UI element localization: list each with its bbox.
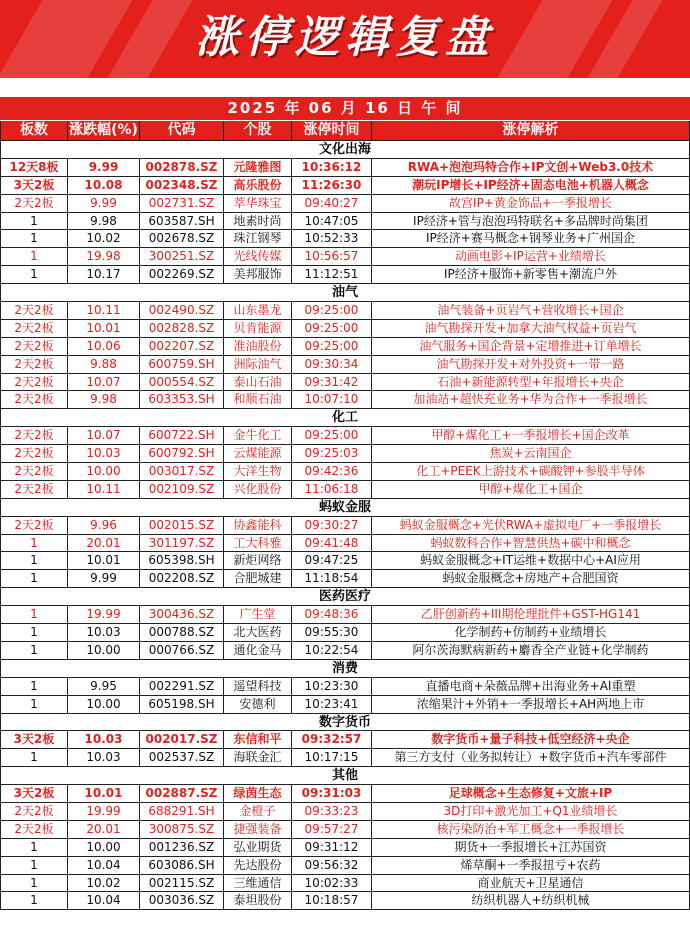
cell-board: 1 bbox=[0, 552, 68, 569]
cell-change: 20.01 bbox=[68, 535, 140, 552]
cell-code: 003017.SZ bbox=[140, 463, 224, 480]
cell-board: 1 bbox=[0, 535, 68, 552]
cell-change: 9.88 bbox=[68, 356, 140, 373]
cell-stock: 三维通信 bbox=[224, 875, 292, 892]
col-header-time: 涨停时间 bbox=[292, 121, 372, 140]
cell-board: 2天2板 bbox=[0, 517, 68, 534]
cell-reason: 纺织机器人+纺织机械 bbox=[372, 892, 690, 909]
cell-change: 10.06 bbox=[68, 338, 140, 355]
cell-board: 1 bbox=[0, 839, 68, 856]
cell-time: 10:56:57 bbox=[292, 248, 372, 265]
cell-change: 9.98 bbox=[68, 391, 140, 408]
cell-code: 603587.SH bbox=[140, 213, 224, 230]
table-row bbox=[0, 338, 690, 356]
table-row bbox=[0, 481, 690, 499]
cell-code: 600722.SH bbox=[140, 427, 224, 444]
cell-reason: 足球概念+生态修复+文旅+IP bbox=[372, 785, 690, 802]
table-row bbox=[0, 517, 690, 535]
cell-board: 2天2板 bbox=[0, 803, 68, 820]
table-row bbox=[0, 696, 690, 714]
cell-board: 2天2板 bbox=[0, 302, 68, 319]
cell-change: 10.03 bbox=[68, 749, 140, 766]
section-header: 其他 bbox=[0, 767, 690, 785]
cell-stock: 金牛化工 bbox=[224, 427, 292, 444]
table-row bbox=[0, 356, 690, 374]
cell-change: 10.02 bbox=[68, 875, 140, 892]
cell-board: 1 bbox=[0, 266, 68, 283]
cell-stock: 和顺石油 bbox=[224, 391, 292, 408]
cell-reason: 故宫IP+黄金饰品+一季报增长 bbox=[372, 195, 690, 212]
table-row bbox=[0, 552, 690, 570]
cell-reason: 动画电影+IP运营+业绩增长 bbox=[372, 248, 690, 265]
cell-time: 09:55:30 bbox=[292, 624, 372, 641]
cell-time: 11:26:30 bbox=[292, 177, 372, 194]
cell-code: 002115.SZ bbox=[140, 875, 224, 892]
table-row bbox=[0, 642, 690, 660]
cell-code: 002109.SZ bbox=[140, 481, 224, 498]
table-row bbox=[0, 248, 690, 266]
cell-change: 9.95 bbox=[68, 678, 140, 695]
cell-code: 002678.SZ bbox=[140, 230, 224, 247]
cell-time: 10:23:41 bbox=[292, 696, 372, 713]
table-row bbox=[0, 177, 690, 195]
cell-board: 3天2板 bbox=[0, 785, 68, 802]
table-row bbox=[0, 213, 690, 231]
cell-time: 10:02:33 bbox=[292, 875, 372, 892]
cell-reason: 化学制药+仿制药+业绩增长 bbox=[372, 624, 690, 641]
table-row bbox=[0, 731, 690, 749]
section-header: 消费 bbox=[0, 660, 690, 678]
cell-code: 002269.SZ bbox=[140, 266, 224, 283]
col-header-reason: 涨停解析 bbox=[372, 121, 690, 140]
cell-stock: 珠江钢琴 bbox=[224, 230, 292, 247]
cell-time: 09:42:36 bbox=[292, 463, 372, 480]
cell-code: 000554.SZ bbox=[140, 374, 224, 391]
section-header: 数字货币 bbox=[0, 714, 690, 732]
cell-reason: 阿尔茨海默病新药+麝香全产业链+化学制药 bbox=[372, 642, 690, 659]
cell-reason: 期货+一季报增长+江苏国资 bbox=[372, 839, 690, 856]
cell-code: 002015.SZ bbox=[140, 517, 224, 534]
cell-code: 002887.SZ bbox=[140, 785, 224, 802]
cell-stock: 高乐股份 bbox=[224, 177, 292, 194]
cell-reason: 油气勘探开发+对外投资+一带一路 bbox=[372, 356, 690, 373]
cell-code: 002537.SZ bbox=[140, 749, 224, 766]
cell-board: 3天2板 bbox=[0, 177, 68, 194]
cell-change: 10.01 bbox=[68, 552, 140, 569]
cell-time: 09:30:27 bbox=[292, 517, 372, 534]
cell-reason: RWA+泡泡玛特合作+IP文创+Web3.0技术 bbox=[372, 159, 690, 176]
cell-time: 10:47:05 bbox=[292, 213, 372, 230]
cell-change: 10.07 bbox=[68, 374, 140, 391]
cell-change: 10.03 bbox=[68, 624, 140, 641]
cell-stock: 弘业期货 bbox=[224, 839, 292, 856]
cell-board: 2天2板 bbox=[0, 320, 68, 337]
cell-change: 10.03 bbox=[68, 445, 140, 462]
cell-time: 09:25:00 bbox=[292, 338, 372, 355]
cell-code: 000788.SZ bbox=[140, 624, 224, 641]
cell-board: 1 bbox=[0, 642, 68, 659]
cell-board: 1 bbox=[0, 696, 68, 713]
cell-code: 002208.SZ bbox=[140, 570, 224, 587]
cell-code: 002828.SZ bbox=[140, 320, 224, 337]
cell-change: 10.11 bbox=[68, 302, 140, 319]
cell-time: 09:25:00 bbox=[292, 302, 372, 319]
cell-code: 688291.SH bbox=[140, 803, 224, 820]
cell-change: 9.99 bbox=[68, 159, 140, 176]
section-header: 医药医疗 bbox=[0, 588, 690, 606]
cell-board: 1 bbox=[0, 624, 68, 641]
page-title: 涨停逻辑复盘 bbox=[195, 12, 495, 63]
cell-board: 1 bbox=[0, 875, 68, 892]
cell-time: 10:22:54 bbox=[292, 642, 372, 659]
cell-reason: 油气勘探开发+加拿大油气权益+页岩气 bbox=[372, 320, 690, 337]
cell-stock: 北大医药 bbox=[224, 624, 292, 641]
cell-board: 1 bbox=[0, 678, 68, 695]
cell-reason: 焦炭+云南国企 bbox=[372, 445, 690, 462]
table-row bbox=[0, 374, 690, 392]
table-row bbox=[0, 624, 690, 642]
cell-reason: 潮玩IP增长+IP经济+固态电池+机器人概念 bbox=[372, 177, 690, 194]
cell-stock: 协鑫能科 bbox=[224, 517, 292, 534]
cell-time: 09:31:12 bbox=[292, 839, 372, 856]
cell-board: 1 bbox=[0, 749, 68, 766]
cell-code: 600792.SH bbox=[140, 445, 224, 462]
cell-change: 10.11 bbox=[68, 481, 140, 498]
cell-reason: 乙肝创新药+III期伦理批件+GST-HG141 bbox=[372, 606, 690, 623]
cell-change: 10.03 bbox=[68, 731, 140, 748]
cell-code: 605198.SH bbox=[140, 696, 224, 713]
cell-stock: 元隆雅图 bbox=[224, 159, 292, 176]
cell-code: 603353.SH bbox=[140, 391, 224, 408]
table-row bbox=[0, 678, 690, 696]
cell-code: 002731.SZ bbox=[140, 195, 224, 212]
cell-reason: 直播电商+朵薇品牌+出海业务+AI重塑 bbox=[372, 678, 690, 695]
cell-stock: 准油股份 bbox=[224, 338, 292, 355]
cell-time: 09:40:27 bbox=[292, 195, 372, 212]
section-header: 油气 bbox=[0, 284, 690, 302]
cell-reason: 数字货币+量子科技+低空经济+央企 bbox=[372, 731, 690, 748]
cell-board: 1 bbox=[0, 857, 68, 874]
cell-time: 09:31:42 bbox=[292, 374, 372, 391]
cell-stock: 广生堂 bbox=[224, 606, 292, 623]
table-row bbox=[0, 821, 690, 839]
cell-reason: 蚂蚁金服概念+光伏RWA+虚拟电厂+一季报增长 bbox=[372, 517, 690, 534]
cell-time: 09:33:23 bbox=[292, 803, 372, 820]
table-row bbox=[0, 857, 690, 875]
cell-time: 10:07:10 bbox=[292, 391, 372, 408]
cell-stock: 山东墨龙 bbox=[224, 302, 292, 319]
cell-change: 9.99 bbox=[68, 570, 140, 587]
col-header-code: 代码 bbox=[140, 121, 224, 140]
cell-stock: 海联金汇 bbox=[224, 749, 292, 766]
cell-time: 11:12:51 bbox=[292, 266, 372, 283]
cell-code: 002291.SZ bbox=[140, 678, 224, 695]
table-row bbox=[0, 445, 690, 463]
cell-stock: 云煤能源 bbox=[224, 445, 292, 462]
cell-reason: IP经济+服饰+新零售+潮流户外 bbox=[372, 266, 690, 283]
cell-reason: 石油+新能源转型+年报增长+央企 bbox=[372, 374, 690, 391]
cell-code: 000766.SZ bbox=[140, 642, 224, 659]
cell-code: 003036.SZ bbox=[140, 892, 224, 909]
cell-stock: 兴化股份 bbox=[224, 481, 292, 498]
cell-stock: 光线传媒 bbox=[224, 248, 292, 265]
table-row bbox=[0, 535, 690, 553]
cell-stock: 东信和平 bbox=[224, 731, 292, 748]
cell-board: 3天2板 bbox=[0, 731, 68, 748]
cell-reason: 核污染防治+军工概念+一季报增长 bbox=[372, 821, 690, 838]
cell-code: 300251.SZ bbox=[140, 248, 224, 265]
cell-time: 11:18:54 bbox=[292, 570, 372, 587]
cell-reason: IP经济+赛马概念+钢琴业务+广州国企 bbox=[372, 230, 690, 247]
cell-time: 10:18:57 bbox=[292, 892, 372, 909]
table-row bbox=[0, 266, 690, 284]
cell-reason: 蚂蚁金服概念+IT运维+数据中心+AI应用 bbox=[372, 552, 690, 569]
cell-board: 2天2板 bbox=[0, 374, 68, 391]
cell-change: 19.99 bbox=[68, 606, 140, 623]
cell-change: 10.00 bbox=[68, 696, 140, 713]
cell-board: 2天2板 bbox=[0, 445, 68, 462]
cell-time: 10:23:30 bbox=[292, 678, 372, 695]
cell-reason: 化工+PEEK上游技术+碳酸钾+参股半导体 bbox=[372, 463, 690, 480]
cell-stock: 新炬网络 bbox=[224, 552, 292, 569]
cell-reason: 商业航天+卫星通信 bbox=[372, 875, 690, 892]
cell-board: 1 bbox=[0, 230, 68, 247]
cell-stock: 遥望科技 bbox=[224, 678, 292, 695]
table-row bbox=[0, 570, 690, 588]
cell-reason: 蚂蚁金服概念+房地产+合肥国资 bbox=[372, 570, 690, 587]
cell-change: 10.04 bbox=[68, 892, 140, 909]
cell-code: 002017.SZ bbox=[140, 731, 224, 748]
cell-code: 300875.SZ bbox=[140, 821, 224, 838]
col-header-board: 板数 bbox=[0, 121, 68, 140]
cell-stock: 先达股份 bbox=[224, 857, 292, 874]
section-header: 化工 bbox=[0, 409, 690, 427]
cell-change: 10.02 bbox=[68, 230, 140, 247]
cell-time: 09:25:00 bbox=[292, 320, 372, 337]
cell-reason: 加油站+超快充业务+华为合作+一季报增长 bbox=[372, 391, 690, 408]
cell-reason: 油气服务+国企背景+定增推进+订单增长 bbox=[372, 338, 690, 355]
cell-reason: 甲醇+煤化工+国企 bbox=[372, 481, 690, 498]
cell-change: 10.00 bbox=[68, 642, 140, 659]
cell-stock: 绿茵生态 bbox=[224, 785, 292, 802]
cell-code: 600759.SH bbox=[140, 356, 224, 373]
cell-board: 1 bbox=[0, 892, 68, 909]
cell-code: 002490.SZ bbox=[140, 302, 224, 319]
cell-code: 001236.SZ bbox=[140, 839, 224, 856]
cell-stock: 萃华珠宝 bbox=[224, 195, 292, 212]
col-header-stock: 个股 bbox=[224, 121, 292, 140]
table-row bbox=[0, 606, 690, 624]
cell-stock: 大洋生物 bbox=[224, 463, 292, 480]
limit-up-table bbox=[0, 121, 690, 910]
cell-time: 10:36:12 bbox=[292, 159, 372, 176]
cell-time: 09:25:03 bbox=[292, 445, 372, 462]
cell-board: 1 bbox=[0, 248, 68, 265]
table-row bbox=[0, 302, 690, 320]
cell-reason: 第三方支付（业务拟转让）+数字货币+汽车零部件 bbox=[372, 749, 690, 766]
cell-reason: 油气装备+页岩气+营收增长+国企 bbox=[372, 302, 690, 319]
cell-code: 605398.SH bbox=[140, 552, 224, 569]
cell-board: 2天2板 bbox=[0, 356, 68, 373]
cell-time: 09:25:00 bbox=[292, 427, 372, 444]
cell-time: 09:30:34 bbox=[292, 356, 372, 373]
cell-change: 10.01 bbox=[68, 785, 140, 802]
table-row bbox=[0, 892, 690, 910]
cell-stock: 贝肯能源 bbox=[224, 320, 292, 337]
cell-reason: 3D打印+激光加工+Q1业绩增长 bbox=[372, 803, 690, 820]
cell-change: 19.98 bbox=[68, 248, 140, 265]
cell-stock: 泰坦股份 bbox=[224, 892, 292, 909]
table-row bbox=[0, 320, 690, 338]
cell-stock: 金橙子 bbox=[224, 803, 292, 820]
cell-time: 09:56:32 bbox=[292, 857, 372, 874]
cell-change: 10.04 bbox=[68, 857, 140, 874]
table-row bbox=[0, 785, 690, 803]
cell-stock: 通化金马 bbox=[224, 642, 292, 659]
cell-stock: 洲际油气 bbox=[224, 356, 292, 373]
cell-time: 09:57:27 bbox=[292, 821, 372, 838]
cell-board: 2天2板 bbox=[0, 821, 68, 838]
date-label: 2025 年 06 月 16 日 午 间 bbox=[0, 97, 690, 120]
cell-stock: 合肥城建 bbox=[224, 570, 292, 587]
cell-code: 002207.SZ bbox=[140, 338, 224, 355]
cell-board: 1 bbox=[0, 606, 68, 623]
table-header bbox=[0, 121, 690, 141]
cell-change: 20.01 bbox=[68, 821, 140, 838]
cell-reason: 浓缩果汁+外销+一季报增长+AH两地上市 bbox=[372, 696, 690, 713]
cell-board: 2天2板 bbox=[0, 463, 68, 480]
cell-time: 11:06:18 bbox=[292, 481, 372, 498]
table-row bbox=[0, 427, 690, 445]
title-banner bbox=[0, 0, 690, 78]
cell-change: 9.98 bbox=[68, 213, 140, 230]
cell-change: 10.07 bbox=[68, 427, 140, 444]
cell-time: 10:52:33 bbox=[292, 230, 372, 247]
cell-code: 301197.SZ bbox=[140, 535, 224, 552]
cell-reason: IP经济+管与泡泡玛特联名+多品牌时尚集团 bbox=[372, 213, 690, 230]
cell-reason: 蚂蚁数科合作+智慧供热+碳中和概念 bbox=[372, 535, 690, 552]
table-row bbox=[0, 463, 690, 481]
cell-time: 10:17:15 bbox=[292, 749, 372, 766]
cell-code: 002878.SZ bbox=[140, 159, 224, 176]
cell-board: 2天2板 bbox=[0, 391, 68, 408]
table-row bbox=[0, 839, 690, 857]
cell-board: 12天8板 bbox=[0, 159, 68, 176]
cell-change: 10.08 bbox=[68, 177, 140, 194]
cell-change: 10.00 bbox=[68, 839, 140, 856]
section-header: 文化出海 bbox=[0, 141, 690, 159]
cell-change: 10.00 bbox=[68, 463, 140, 480]
cell-change: 9.96 bbox=[68, 517, 140, 534]
section-header: 蚂蚁金服 bbox=[0, 499, 690, 517]
cell-time: 09:48:36 bbox=[292, 606, 372, 623]
cell-code: 603086.SH bbox=[140, 857, 224, 874]
cell-stock: 捷强装备 bbox=[224, 821, 292, 838]
cell-board: 2天2板 bbox=[0, 481, 68, 498]
table-row bbox=[0, 230, 690, 248]
cell-change: 19.99 bbox=[68, 803, 140, 820]
cell-stock: 泰山石油 bbox=[224, 374, 292, 391]
cell-change: 10.01 bbox=[68, 320, 140, 337]
cell-time: 09:31:03 bbox=[292, 785, 372, 802]
cell-code: 002348.SZ bbox=[140, 177, 224, 194]
cell-board: 1 bbox=[0, 570, 68, 587]
cell-board: 2天2板 bbox=[0, 427, 68, 444]
cell-stock: 地素时尚 bbox=[224, 213, 292, 230]
cell-board: 1 bbox=[0, 213, 68, 230]
cell-time: 09:32:57 bbox=[292, 731, 372, 748]
table-row bbox=[0, 749, 690, 767]
cell-stock: 美邦服饰 bbox=[224, 266, 292, 283]
cell-reason: 烯草酮+一季报扭亏+农药 bbox=[372, 857, 690, 874]
table-row bbox=[0, 803, 690, 821]
col-header-change: 涨跌幅(%) bbox=[68, 121, 140, 140]
table-row bbox=[0, 159, 690, 177]
cell-code: 300436.SZ bbox=[140, 606, 224, 623]
cell-board: 2天2板 bbox=[0, 195, 68, 212]
cell-stock: 安德利 bbox=[224, 696, 292, 713]
cell-change: 9.99 bbox=[68, 195, 140, 212]
cell-board: 2天2板 bbox=[0, 338, 68, 355]
table-row bbox=[0, 391, 690, 409]
table-row bbox=[0, 875, 690, 893]
cell-change: 10.17 bbox=[68, 266, 140, 283]
table-row bbox=[0, 195, 690, 213]
cell-time: 09:47:25 bbox=[292, 552, 372, 569]
cell-stock: 工大科雅 bbox=[224, 535, 292, 552]
cell-reason: 甲醇+煤化工+一季报增长+国企改革 bbox=[372, 427, 690, 444]
cell-time: 09:41:48 bbox=[292, 535, 372, 552]
